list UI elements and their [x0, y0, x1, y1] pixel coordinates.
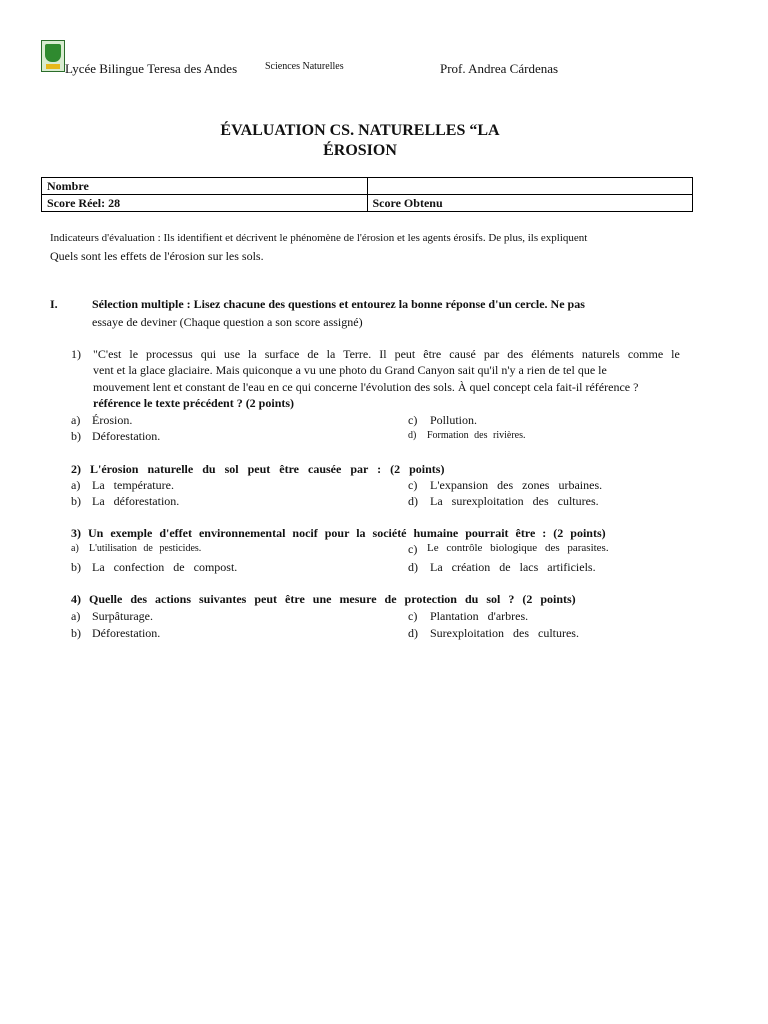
name-value-cell[interactable] [367, 178, 693, 195]
teacher-name: Prof. Andrea Cárdenas [440, 61, 559, 76]
question-number: 1) [71, 347, 81, 361]
section-subheading: essaye de deviner (Chaque question a son score assigné) [92, 315, 363, 329]
option-q2-c[interactable]: L'expansion des zones urbaines. [430, 478, 603, 492]
option-letter: b) [71, 494, 81, 508]
name-label-cell: Nombre [42, 178, 368, 195]
option-q4-d[interactable]: Surexploitation des cultures. [430, 626, 579, 640]
obtained-score-cell[interactable]: Score Obtenu [367, 195, 693, 212]
question-1-line4: référence le texte précédent ? (2 points) [93, 396, 295, 410]
option-letter: d) [408, 430, 417, 441]
option-q1-b[interactable]: Déforestation. [92, 429, 161, 443]
option-q1-d[interactable]: Formation des rivières. [427, 430, 526, 441]
option-q4-c[interactable]: Plantation d'arbres. [430, 609, 529, 623]
question-1-line2: vent et la glace glaciaire. Mais quiconque a vu une photo du Grand Canyon sait qu'il n'y a rien de tel que le [93, 363, 607, 377]
option-q2-b[interactable]: La déforestation. [92, 494, 180, 508]
option-q1-c[interactable]: Pollution. [430, 413, 478, 427]
page-title-line2: ÉROSION [323, 142, 397, 159]
option-letter: c) [408, 413, 418, 427]
real-score-cell: Score Réel: 28 [42, 195, 368, 212]
option-q4-b[interactable]: Déforestation. [92, 626, 161, 640]
option-letter: d) [408, 560, 418, 574]
section-heading: Sélection multiple : Lisez chacune des questions et entourez la bonne réponse d'un cercle. Ne pas [92, 297, 585, 311]
option-q3-d[interactable]: La création de lacs artificiels. [430, 560, 596, 574]
option-letter: a) [71, 413, 81, 427]
question-3-text: 3) Un exemple d'effet environnemental nocif pour la société humaine pourrait être : (2 points) [71, 526, 606, 540]
option-letter: b) [71, 626, 81, 640]
school-name: Lycée Bilingue Teresa des Andes [65, 61, 238, 76]
question-1-line3: mouvement lent et constant de l'eau en ce qui concerne l'évolution des sols. À quel concept cela fait-il référence ? [93, 380, 639, 394]
option-letter: c) [408, 478, 418, 492]
question-4-text: 4) Quelle des actions suivantes peut être une mesure de protection du sol ? (2 points) [71, 592, 576, 606]
option-q2-d[interactable]: La surexploitation des cultures. [430, 494, 599, 508]
evaluation-indicators: Indicateurs d'évaluation : Ils identifient et décrivent le phénomène de l'érosion et les agents érosifs. De plus, ils expliquent [50, 232, 588, 244]
option-q1-a[interactable]: Érosion. [92, 413, 133, 427]
question-2-text: 2) L'érosion naturelle du sol peut être causée par : (2 points) [71, 462, 445, 476]
table-row [42, 178, 693, 195]
option-letter: c) [408, 542, 418, 556]
effects-question: Quels sont les effets de l'érosion sur les sols. [50, 249, 264, 263]
student-info-table [41, 177, 693, 212]
subject-name: Sciences Naturelles [265, 61, 344, 72]
question-1-line1 [93, 347, 767, 362]
table-row [42, 195, 693, 212]
option-letter: d) [408, 626, 418, 640]
option-q2-a[interactable]: La température. [92, 478, 174, 492]
option-q3-a[interactable]: L'utilisation de pesticides. [89, 543, 202, 554]
page-title-line1: ÉVALUATION CS. NATURELLES “LA [220, 122, 500, 139]
option-letter: a) [71, 609, 81, 623]
option-q4-a[interactable]: Surpâturage. [92, 609, 153, 623]
school-logo [41, 40, 65, 72]
option-letter: d) [408, 494, 418, 508]
section-number: I. [50, 297, 58, 311]
option-letter: b) [71, 560, 81, 574]
option-letter: b) [71, 429, 81, 443]
option-letter: c) [408, 609, 418, 623]
question-1-text: "C'est le processus qui use la surface de la Terre. Il peut être causé par des éléments naturels comme le [93, 347, 680, 361]
option-letter: a) [71, 543, 79, 554]
option-q3-b[interactable]: La confection de compost. [92, 560, 238, 574]
option-letter: a) [71, 478, 81, 492]
option-q3-c[interactable]: Le contrôle biologique des parasites. [427, 542, 609, 554]
